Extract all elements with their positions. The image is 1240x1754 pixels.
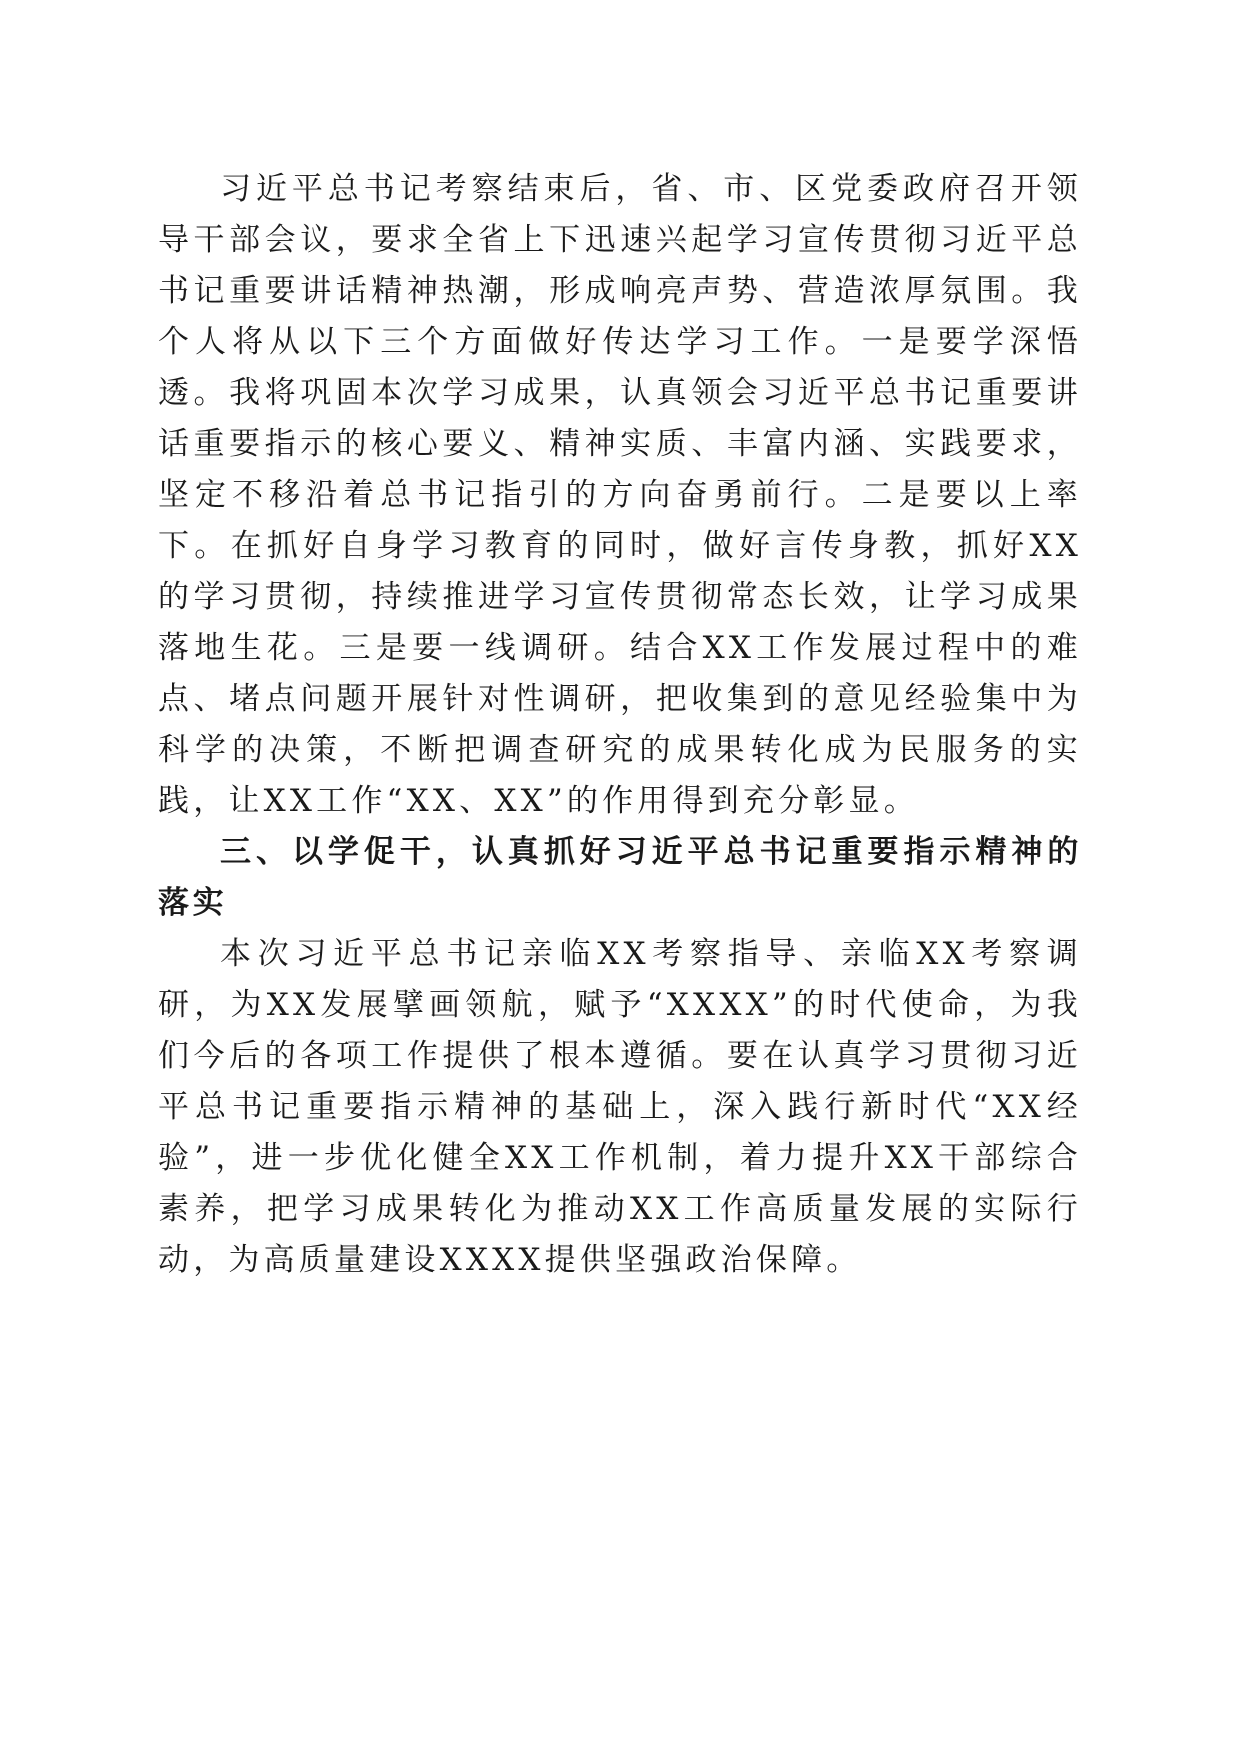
section-heading: 三、以学促干，认真抓好习近平总书记重要指示精神的落实 bbox=[158, 834, 1082, 921]
document-body bbox=[158, 164, 1082, 1286]
body-paragraph: 习近平总书记考察结束后，省、市、区党委政府召开领导干部会议，要求全省上下迅速兴起学习宣传贯彻习近平总书记重要讲话精神热潮，形成响亮声势、营造浓厚氛围。我个人将从以下三个方面做好传达学习工作。一是要学深悟透。我将巩固本次学习成果，认真领会习近平总书记重要讲话重要指示的核心要义、精神实质、丰富内涵、实践要求，坚定不移沿着总书记指引的方向奋勇前行。二是要以上率下。在抓好自身学习教育的同时，做好言传身教，抓好XX的学习贯彻，持续推进学习宣传贯彻常态长效，让学习成果落地生花。三是要一线调研。结合XX工作发展过程中的难点、堵点问题开展针对性调研，把收集到的意见经验集中为科学的决策，不断把调查研究的成果转化成为民服务的实践，让XX工作“XX、XX”的作用得到充分彰显。 bbox=[158, 171, 1082, 819]
body-paragraph: 本次习近平总书记亲临XX考察指导、亲临XX考察调研，为XX发展擘画领航，赋予“XXXX”的时代使命，为我们今后的各项工作提供了根本遵循。要在认真学习贯彻习近平总书记重要指示精神的基础上，深入践行新时代“XX经验”，进一步优化健全XX工作机制，着力提升XX干部综合素养，把学习成果转化为推动XX工作高质量发展的实际行动，为高质量建设XXXX提供坚强政治保障。 bbox=[158, 936, 1082, 1278]
